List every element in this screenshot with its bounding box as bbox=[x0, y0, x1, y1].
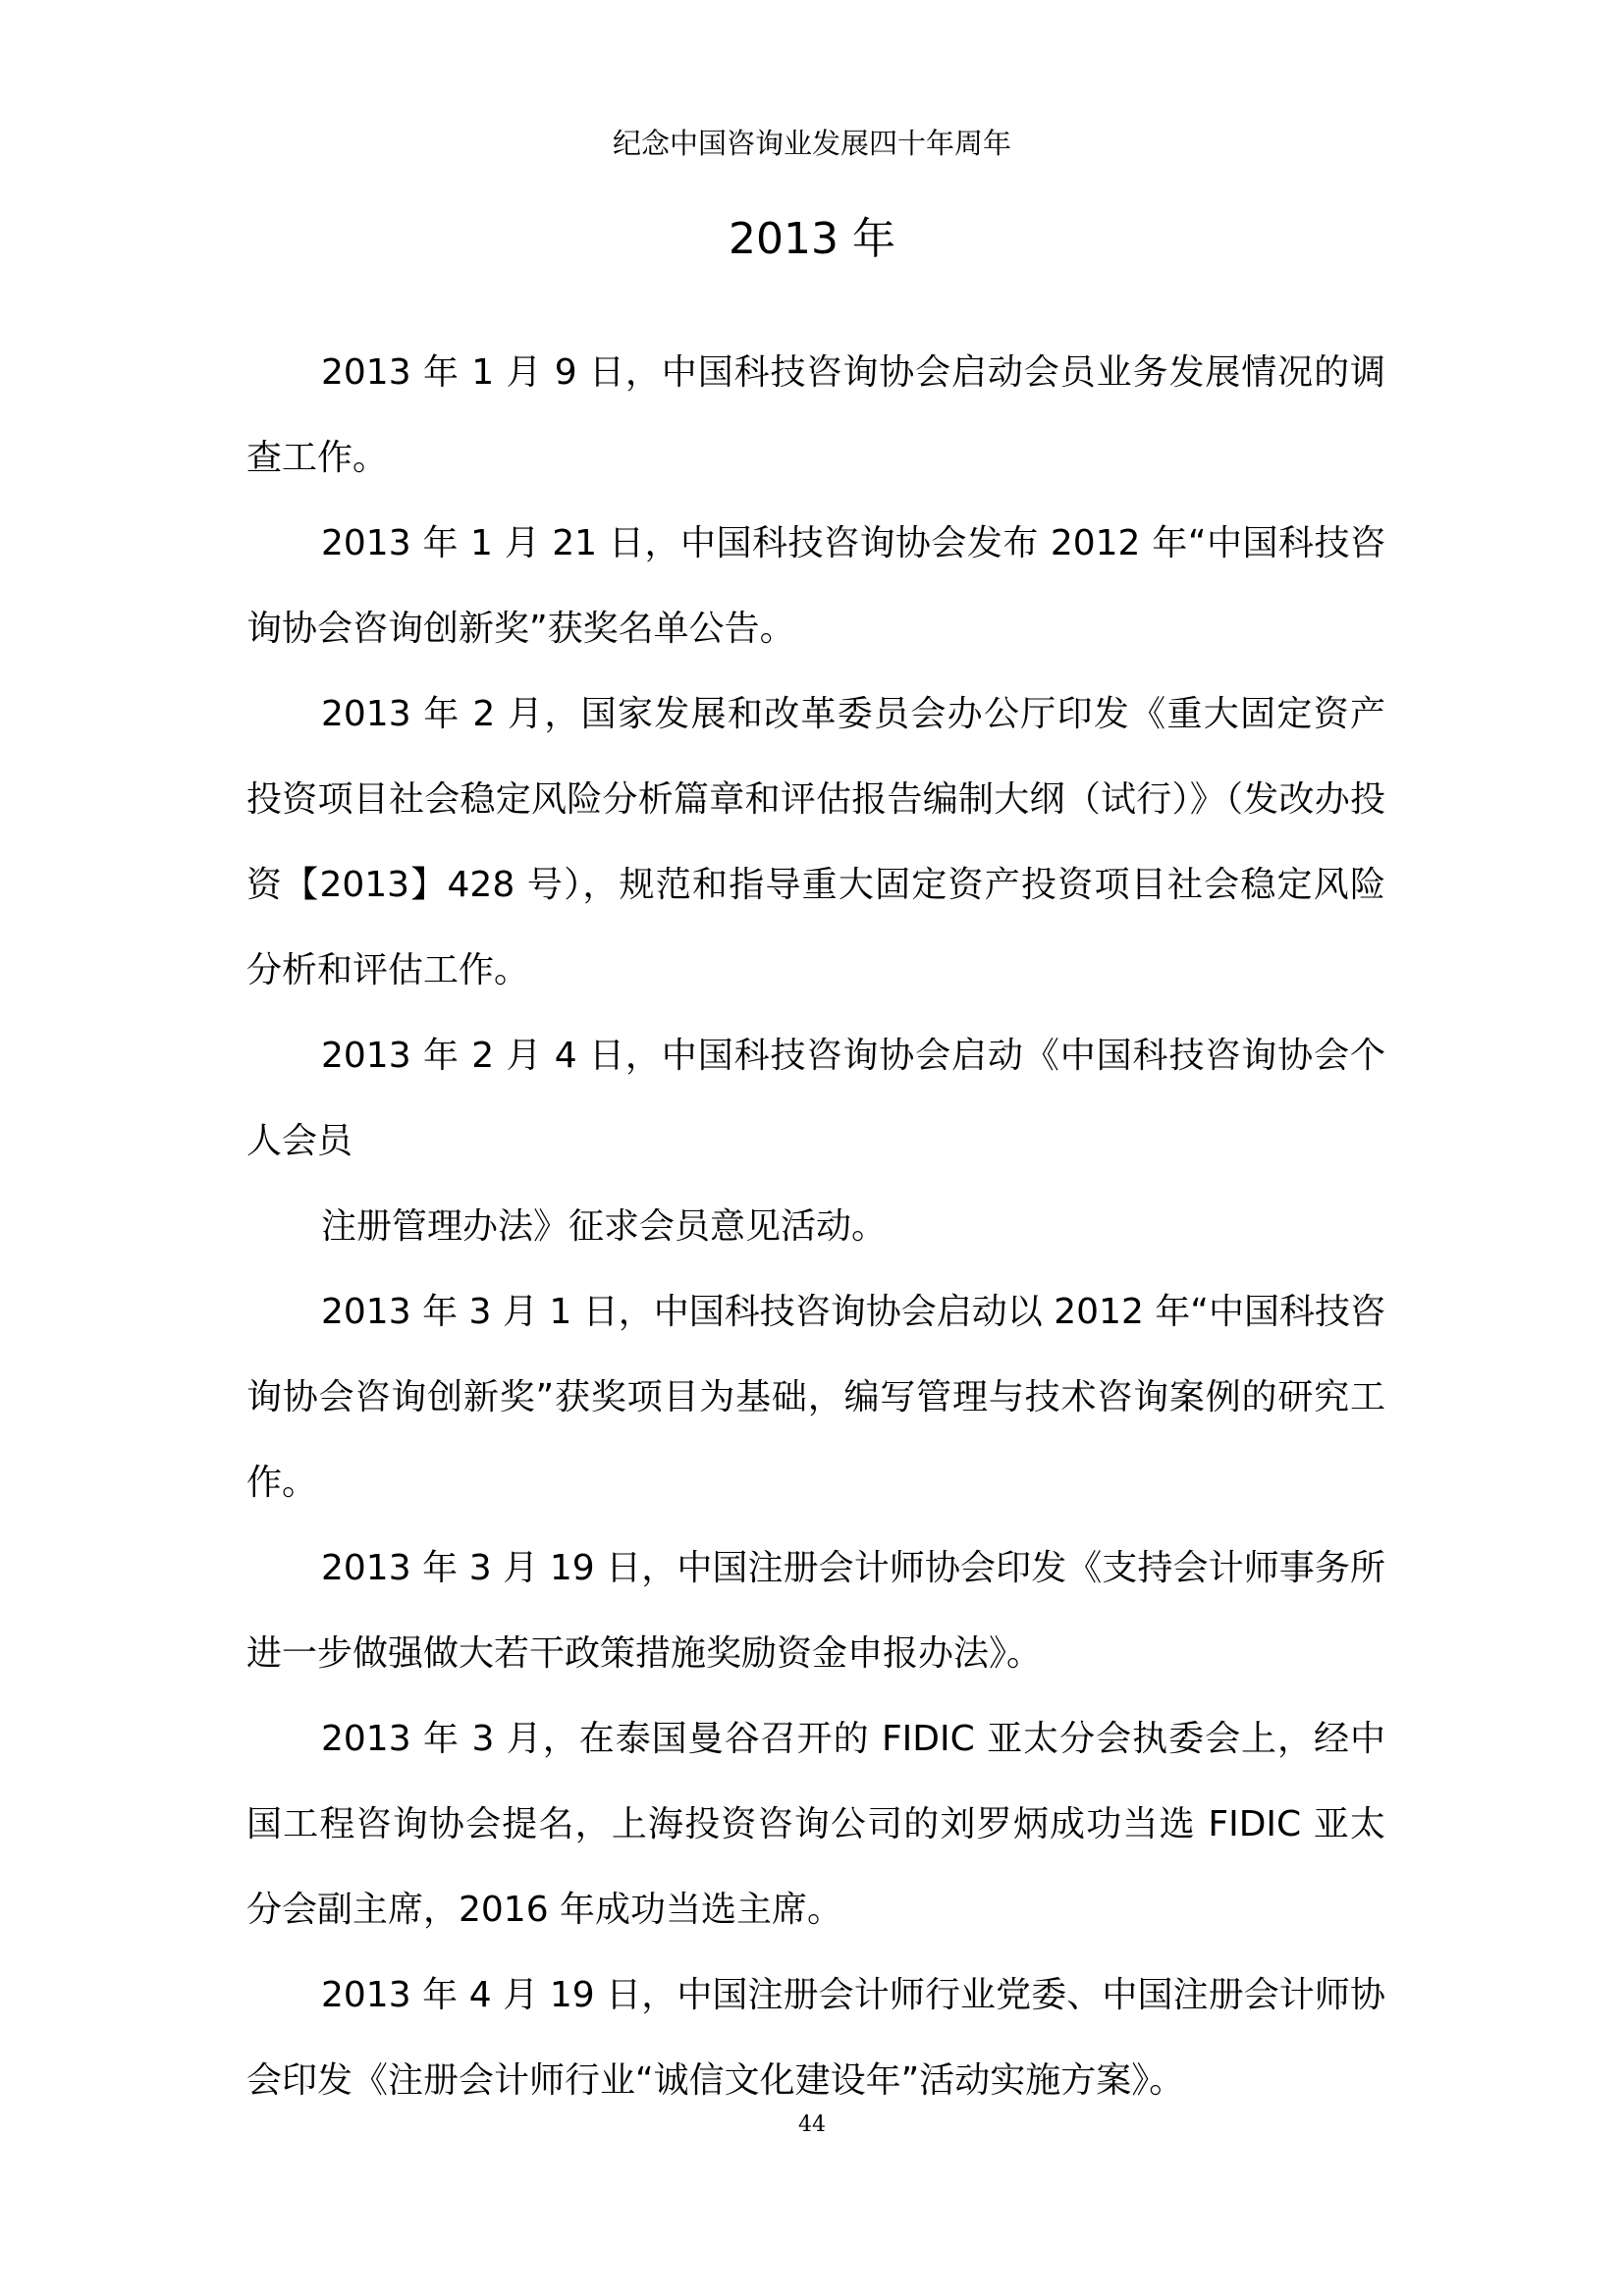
paragraph: 2013 年 4 月 19 日，中国注册会计师行业党委、中国注册会计师协会印发《注册会计师行业“诚信文化建设年”活动实施方案》。 bbox=[246, 1975, 1385, 2101]
document-body bbox=[246, 330, 1385, 2123]
paragraph: 2013 年 1 月 21 日，中国科技咨询协会发布 2012 年“中国科技咨询协会咨询创新奖”获奖名单公告。 bbox=[246, 523, 1385, 649]
paragraph: 2013 年 3 月 1 日，中国科技咨询协会启动以 2012 年“中国科技咨询协会咨询创新奖”获奖项目为基础，编写管理与技术咨询案例的研究工作。 bbox=[246, 1292, 1385, 1503]
paragraph: 2013 年 3 月 19 日，中国注册会计师协会印发《支持会计师事务所进一步做强做大若干政策措施奖励资金申报办法》。 bbox=[246, 1548, 1385, 1674]
paragraph: 2013 年 2 月 4 日，中国科技咨询协会启动《中国科技咨询协会个人会员 bbox=[246, 1036, 1385, 1161]
paragraph: 注册管理办法》征求会员意见活动。 bbox=[321, 1206, 888, 1247]
paragraph: 2013 年 1 月 9 日，中国科技咨询协会启动会员业务发展情况的调查工作。 bbox=[246, 352, 1385, 478]
page-number: 44 bbox=[798, 2112, 826, 2137]
paragraph: 2013 年 2 月，国家发展和改革委员会办公厅印发《重大固定资产投资项目社会稳定风险分析篇章和评估报告编制大纲（试行）》（发改办投资【2013】428 号），规范和指导重大固定资产投资项目社会稳定风险分析和评估工作。 bbox=[246, 694, 1385, 990]
running-header: 纪念中国咨询业发展四十年周年 bbox=[612, 127, 1011, 160]
paragraph: 2013 年 3 月，在泰国曼谷召开的 FIDIC 亚太分会执委会上，经中国工程咨询协会提名，上海投资咨询公司的刘罗炳成功当选 FIDIC 亚太分会副主席，2016 年成功当选主席。 bbox=[246, 1719, 1385, 1930]
year-title: 2013 年 bbox=[729, 214, 895, 264]
